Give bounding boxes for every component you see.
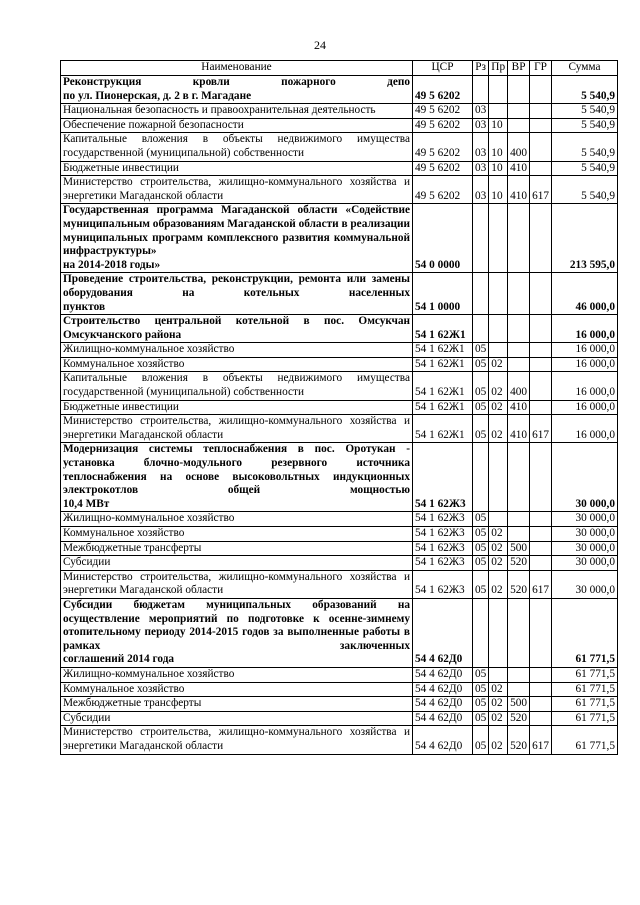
- row-gr: 617: [530, 415, 552, 443]
- row-sum: 5 540,9: [552, 118, 618, 133]
- row-pr: 02: [489, 726, 508, 754]
- row-pr: [489, 512, 508, 527]
- row-vr: 410: [508, 415, 530, 443]
- row-name-line: на 2014-2018 годы»: [63, 258, 161, 271]
- row-csr: 49 5 6202: [413, 118, 473, 133]
- row-rz: 03: [473, 176, 489, 204]
- row-pr: [489, 667, 508, 682]
- row-sum: 30 000,0: [552, 443, 618, 512]
- row-vr: 400: [508, 133, 530, 161]
- row-rz: 05: [473, 357, 489, 372]
- row-csr: 54 4 62Д0: [413, 667, 473, 682]
- row-sum: 30 000,0: [552, 527, 618, 542]
- row-pr: [489, 598, 508, 667]
- row-vr: [508, 443, 530, 512]
- row-pr: [489, 443, 508, 512]
- row-rz: [473, 315, 489, 343]
- row-vr: 520: [508, 711, 530, 726]
- row-rz: 05: [473, 711, 489, 726]
- row-pr: 02: [489, 711, 508, 726]
- row-sum: 30 000,0: [552, 541, 618, 556]
- row-csr: 49 5 6202: [413, 104, 473, 119]
- table-row: [61, 176, 618, 204]
- row-sum: 16 000,0: [552, 415, 618, 443]
- row-csr: 54 1 0000: [413, 273, 473, 315]
- row-csr: 54 4 62Д0: [413, 598, 473, 667]
- row-csr: 54 1 62Ж3: [413, 541, 473, 556]
- row-rz: 03: [473, 118, 489, 133]
- row-rz: 05: [473, 372, 489, 400]
- table-row: [61, 133, 618, 161]
- header-vr: ВР: [508, 61, 530, 76]
- row-sum: 5 540,9: [552, 76, 618, 104]
- row-rz: [473, 598, 489, 667]
- row-sum: 61 771,5: [552, 667, 618, 682]
- row-gr: 617: [530, 570, 552, 598]
- row-vr: 500: [508, 697, 530, 712]
- row-sum: 5 540,9: [552, 161, 618, 176]
- row-rz: 05: [473, 400, 489, 415]
- row-csr: 54 1 62Ж1: [413, 357, 473, 372]
- row-gr: [530, 400, 552, 415]
- row-name-line: Субсидии бюджетам муниципальных образований на осуществление мероприятий по подготовке к осенне-зимнему отопительному периоду 2014-2015 годов за выполненные работы в рамках заключенных: [63, 598, 410, 652]
- row-gr: [530, 118, 552, 133]
- table-header-row: [61, 61, 618, 76]
- row-sum: 61 771,5: [552, 598, 618, 667]
- row-sum: 5 540,9: [552, 176, 618, 204]
- table-row: [61, 443, 618, 512]
- row-rz: 05: [473, 343, 489, 358]
- row-gr: [530, 512, 552, 527]
- row-name: Министерство строительства, жилищно-коммунального хозяйства и энергетики Магаданской области: [61, 570, 413, 598]
- row-pr: 10: [489, 161, 508, 176]
- row-name: [61, 598, 413, 667]
- row-rz: 03: [473, 104, 489, 119]
- row-pr: 02: [489, 527, 508, 542]
- row-pr: [489, 343, 508, 358]
- row-csr: 54 1 62Ж3: [413, 556, 473, 571]
- row-vr: [508, 527, 530, 542]
- row-vr: [508, 598, 530, 667]
- row-gr: [530, 357, 552, 372]
- row-csr: 54 1 62Ж3: [413, 443, 473, 512]
- row-name-line: соглашений 2014 года: [63, 653, 175, 666]
- row-csr: 54 4 62Д0: [413, 711, 473, 726]
- row-csr: 49 5 6202: [413, 76, 473, 104]
- row-sum: 30 000,0: [552, 512, 618, 527]
- row-csr: 49 5 6202: [413, 176, 473, 204]
- row-sum: 5 540,9: [552, 133, 618, 161]
- row-rz: 05: [473, 726, 489, 754]
- row-csr: 54 0 0000: [413, 204, 473, 273]
- row-vr: 520: [508, 726, 530, 754]
- row-gr: 617: [530, 726, 552, 754]
- row-sum: 16 000,0: [552, 357, 618, 372]
- row-csr: 54 4 62Д0: [413, 697, 473, 712]
- row-gr: [530, 527, 552, 542]
- row-name-line: Государственная программа Магаданской области «Содействие муниципальным образованиям Магаданской области в реализации муниципальных программ комплексного развития коммунальной инфраструктуры»: [63, 204, 411, 258]
- row-name: Министерство строительства, жилищно-коммунального хозяйства и энергетики Магаданской области: [61, 726, 413, 754]
- row-rz: 05: [473, 541, 489, 556]
- header-name: Наименование: [61, 61, 413, 76]
- row-gr: [530, 711, 552, 726]
- row-csr: 54 1 62Ж1: [413, 415, 473, 443]
- row-vr: [508, 273, 530, 315]
- row-gr: [530, 204, 552, 273]
- row-gr: [530, 133, 552, 161]
- row-name: [61, 443, 413, 512]
- row-csr: 54 1 62Ж1: [413, 343, 473, 358]
- table-row: [61, 598, 618, 667]
- row-name: Жилищно-коммунальное хозяйство: [61, 343, 413, 358]
- header-csr: ЦСР: [413, 61, 473, 76]
- row-vr: 410: [508, 176, 530, 204]
- row-csr: 54 4 62Д0: [413, 682, 473, 697]
- table-row: [61, 556, 618, 571]
- row-rz: 05: [473, 415, 489, 443]
- row-gr: [530, 273, 552, 315]
- header-gr: ГР: [530, 61, 552, 76]
- row-sum: 61 771,5: [552, 682, 618, 697]
- row-name: [61, 76, 413, 104]
- row-sum: 46 000,0: [552, 273, 618, 315]
- row-name: Капитальные вложения в объекты недвижимого имущества государственной (муниципальной) собственности: [61, 372, 413, 400]
- row-csr: 54 1 62Ж1: [413, 400, 473, 415]
- row-gr: [530, 161, 552, 176]
- row-vr: [508, 118, 530, 133]
- table-row: [61, 273, 618, 315]
- row-name: Национальная безопасность и правоохранительная деятельность: [61, 104, 413, 119]
- row-pr: 02: [489, 556, 508, 571]
- row-gr: [530, 104, 552, 119]
- row-sum: 61 771,5: [552, 697, 618, 712]
- row-vr: [508, 104, 530, 119]
- row-gr: [530, 556, 552, 571]
- row-csr: 49 5 6202: [413, 161, 473, 176]
- row-name: Министерство строительства, жилищно-коммунального хозяйства и энергетики Магаданской области: [61, 176, 413, 204]
- row-name: Бюджетные инвестиции: [61, 161, 413, 176]
- row-rz: 05: [473, 570, 489, 598]
- row-csr: 54 4 62Д0: [413, 726, 473, 754]
- page-number: 24: [314, 38, 326, 52]
- row-rz: 05: [473, 697, 489, 712]
- table-row: [61, 343, 618, 358]
- row-name: Капитальные вложения в объекты недвижимого имущества государственной (муниципальной) собственности: [61, 133, 413, 161]
- table-row: [61, 104, 618, 119]
- row-sum: 16 000,0: [552, 372, 618, 400]
- row-vr: [508, 667, 530, 682]
- row-name: Субсидии: [61, 711, 413, 726]
- row-name: [61, 315, 413, 343]
- row-vr: 400: [508, 372, 530, 400]
- header-sum: Сумма: [552, 61, 618, 76]
- row-csr: 54 1 62Ж3: [413, 512, 473, 527]
- row-vr: [508, 204, 530, 273]
- row-csr: 54 1 62Ж1: [413, 315, 473, 343]
- row-gr: [530, 667, 552, 682]
- row-pr: 02: [489, 541, 508, 556]
- row-sum: 16 000,0: [552, 400, 618, 415]
- row-sum: 213 595,0: [552, 204, 618, 273]
- row-pr: 02: [489, 697, 508, 712]
- row-vr: [508, 682, 530, 697]
- table-row: [61, 357, 618, 372]
- table-row: [61, 541, 618, 556]
- row-sum: 16 000,0: [552, 343, 618, 358]
- row-pr: 02: [489, 570, 508, 598]
- table-row: [61, 204, 618, 273]
- row-name-line: 10,4 МВт: [63, 497, 110, 510]
- row-pr: 02: [489, 682, 508, 697]
- row-vr: [508, 512, 530, 527]
- row-name-line: Омсукчанского района: [63, 328, 182, 341]
- row-rz: 05: [473, 556, 489, 571]
- row-pr: 10: [489, 118, 508, 133]
- row-sum: 30 000,0: [552, 570, 618, 598]
- row-rz: [473, 76, 489, 104]
- row-name: Министерство строительства, жилищно-коммунального хозяйства и энергетики Магаданской области: [61, 415, 413, 443]
- row-name: [61, 204, 413, 273]
- row-name: Коммунальное хозяйство: [61, 682, 413, 697]
- table-row: [61, 315, 618, 343]
- header-rz: Рз: [473, 61, 489, 76]
- row-pr: [489, 204, 508, 273]
- row-rz: [473, 204, 489, 273]
- row-name-line: Строительство центральной котельной в пос. Омсукчан: [63, 315, 410, 328]
- row-sum: 5 540,9: [552, 104, 618, 119]
- row-rz: [473, 273, 489, 315]
- table-row: [61, 570, 618, 598]
- row-vr: 520: [508, 570, 530, 598]
- row-name-line: Реконструкция кровли пожарного депо: [63, 76, 410, 88]
- row-rz: 03: [473, 133, 489, 161]
- table-row: [61, 667, 618, 682]
- row-pr: [489, 76, 508, 104]
- row-name: [61, 273, 413, 315]
- row-csr: 54 1 62Ж3: [413, 570, 473, 598]
- table-row: [61, 400, 618, 415]
- row-rz: 03: [473, 161, 489, 176]
- row-gr: [530, 598, 552, 667]
- row-name: Бюджетные инвестиции: [61, 400, 413, 415]
- row-sum: 61 771,5: [552, 726, 618, 754]
- row-sum: 61 771,5: [552, 711, 618, 726]
- table-row: [61, 682, 618, 697]
- row-name: Межбюджетные трансферты: [61, 541, 413, 556]
- row-name: Субсидии: [61, 556, 413, 571]
- row-rz: [473, 443, 489, 512]
- row-name: Коммунальное хозяйство: [61, 357, 413, 372]
- row-rz: 05: [473, 512, 489, 527]
- row-name: Жилищно-коммунальное хозяйство: [61, 667, 413, 682]
- row-name: Обеспечение пожарной безопасности: [61, 118, 413, 133]
- budget-table: [60, 60, 618, 755]
- row-gr: [530, 697, 552, 712]
- row-pr: 02: [489, 372, 508, 400]
- row-vr: 410: [508, 161, 530, 176]
- row-name: Жилищно-коммунальное хозяйство: [61, 512, 413, 527]
- row-name-line: Модернизация системы теплоснабжения в пос. Оротукан - установка блочно-модульного резервного источника теплоснабжения на основе высоковольтных индукционных электрокотлов общей мощностью: [63, 443, 410, 497]
- row-vr: [508, 343, 530, 358]
- table-row: [61, 415, 618, 443]
- table-row: [61, 512, 618, 527]
- table-row: [61, 711, 618, 726]
- table-row: [61, 726, 618, 754]
- table-row: [61, 527, 618, 542]
- row-csr: 54 1 62Ж3: [413, 527, 473, 542]
- row-name-line: пунктов: [63, 300, 106, 313]
- row-csr: 54 1 62Ж1: [413, 372, 473, 400]
- row-rz: 05: [473, 527, 489, 542]
- row-sum: 30 000,0: [552, 556, 618, 571]
- row-vr: [508, 76, 530, 104]
- row-rz: 05: [473, 667, 489, 682]
- table-row: [61, 161, 618, 176]
- row-gr: [530, 541, 552, 556]
- table-row: [61, 76, 618, 104]
- row-name: Межбюджетные трансферты: [61, 697, 413, 712]
- table-body: [61, 76, 618, 755]
- row-pr: 02: [489, 357, 508, 372]
- row-gr: [530, 372, 552, 400]
- row-gr: [530, 443, 552, 512]
- row-gr: [530, 315, 552, 343]
- table-row: [61, 118, 618, 133]
- row-name-line: Проведение строительства, реконструкции, ремонта или замены оборудования на котельных населенных: [63, 273, 410, 299]
- row-gr: [530, 76, 552, 104]
- row-vr: [508, 357, 530, 372]
- row-name-line: по ул. Пионерская, д. 2 в г. Магадане: [63, 89, 252, 102]
- row-gr: [530, 343, 552, 358]
- row-vr: 500: [508, 541, 530, 556]
- row-vr: [508, 315, 530, 343]
- row-pr: [489, 104, 508, 119]
- row-sum: 16 000,0: [552, 315, 618, 343]
- row-pr: [489, 315, 508, 343]
- row-gr: [530, 682, 552, 697]
- row-pr: 02: [489, 415, 508, 443]
- row-vr: 520: [508, 556, 530, 571]
- header-pr: Пр: [489, 61, 508, 76]
- row-name: Коммунальное хозяйство: [61, 527, 413, 542]
- row-csr: 49 5 6202: [413, 133, 473, 161]
- row-rz: 05: [473, 682, 489, 697]
- row-pr: 10: [489, 133, 508, 161]
- row-vr: 410: [508, 400, 530, 415]
- row-pr: [489, 273, 508, 315]
- table-row: [61, 372, 618, 400]
- row-pr: 02: [489, 400, 508, 415]
- row-pr: 10: [489, 176, 508, 204]
- row-gr: 617: [530, 176, 552, 204]
- table-row: [61, 697, 618, 712]
